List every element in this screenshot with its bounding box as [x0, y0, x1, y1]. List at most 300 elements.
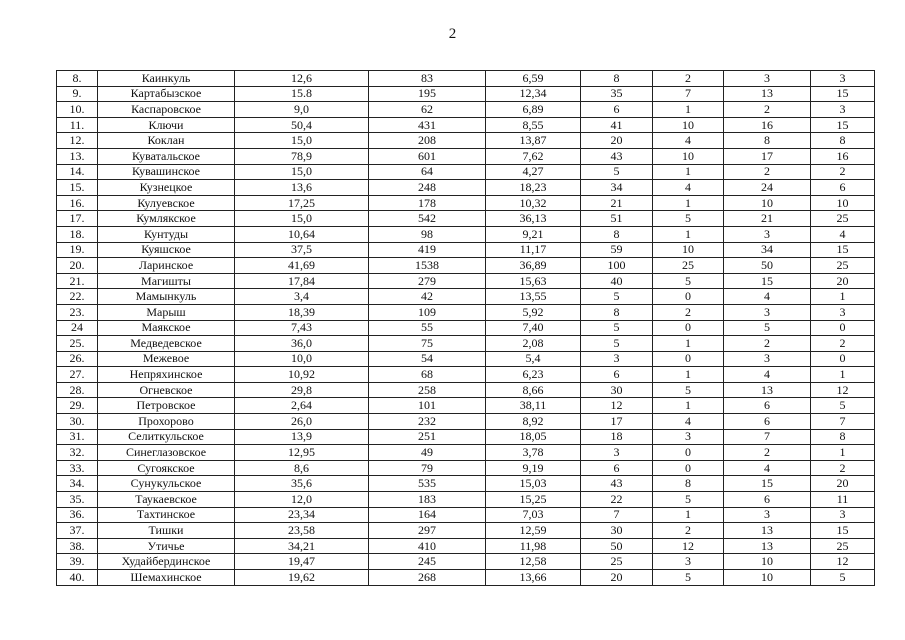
population-cell: 258	[369, 382, 486, 398]
table-row	[57, 133, 875, 149]
density-cell: 4,27	[486, 164, 581, 180]
value-cell-1: 8	[581, 226, 653, 242]
row-number-cell: 11.	[57, 117, 98, 133]
population-cell: 279	[369, 273, 486, 289]
density-cell: 6,23	[486, 367, 581, 383]
density-cell: 5,92	[486, 304, 581, 320]
population-cell: 178	[369, 195, 486, 211]
table-row	[57, 460, 875, 476]
settlement-name-cell: Кулуевское	[98, 195, 235, 211]
settlement-name-cell: Ключи	[98, 117, 235, 133]
population-cell: 62	[369, 102, 486, 118]
density-cell: 11,17	[486, 242, 581, 258]
value-cell-4: 20	[811, 273, 875, 289]
row-number-cell: 24	[57, 320, 98, 336]
row-number-cell: 19.	[57, 242, 98, 258]
value-cell-2: 1	[653, 195, 724, 211]
value-cell-3: 6	[724, 414, 811, 430]
value-cell-4: 3	[811, 71, 875, 87]
population-cell: 245	[369, 554, 486, 570]
value-cell-1: 12	[581, 398, 653, 414]
value-cell-3: 15	[724, 476, 811, 492]
population-cell: 419	[369, 242, 486, 258]
value-cell-2: 1	[653, 102, 724, 118]
value-cell-1: 3	[581, 351, 653, 367]
value-cell-2: 2	[653, 71, 724, 87]
population-cell: 195	[369, 86, 486, 102]
value-cell-2: 25	[653, 258, 724, 274]
value-cell-4: 12	[811, 382, 875, 398]
density-cell: 12,34	[486, 86, 581, 102]
density-cell: 3,78	[486, 445, 581, 461]
area-cell: 15,0	[235, 211, 369, 227]
value-cell-2: 5	[653, 492, 724, 508]
table-row	[57, 554, 875, 570]
value-cell-2: 8	[653, 476, 724, 492]
density-cell: 2,08	[486, 336, 581, 352]
table-row	[57, 382, 875, 398]
value-cell-4: 1	[811, 289, 875, 305]
value-cell-2: 1	[653, 367, 724, 383]
value-cell-4: 5	[811, 570, 875, 586]
area-cell: 36,0	[235, 336, 369, 352]
value-cell-4: 25	[811, 211, 875, 227]
settlement-name-cell: Мамынкуль	[98, 289, 235, 305]
settlement-name-cell: Медведевское	[98, 336, 235, 352]
value-cell-1: 7	[581, 507, 653, 523]
value-cell-2: 10	[653, 148, 724, 164]
population-cell: 49	[369, 445, 486, 461]
table-row	[57, 336, 875, 352]
settlement-name-cell: Селиткульское	[98, 429, 235, 445]
density-cell: 8,66	[486, 382, 581, 398]
row-number-cell: 35.	[57, 492, 98, 508]
area-cell: 17,84	[235, 273, 369, 289]
value-cell-3: 8	[724, 133, 811, 149]
density-cell: 13,66	[486, 570, 581, 586]
table-row	[57, 180, 875, 196]
density-cell: 15,03	[486, 476, 581, 492]
value-cell-3: 34	[724, 242, 811, 258]
value-cell-2: 1	[653, 507, 724, 523]
value-cell-4: 3	[811, 304, 875, 320]
settlement-name-cell: Таукаевское	[98, 492, 235, 508]
area-cell: 15,0	[235, 164, 369, 180]
value-cell-2: 1	[653, 398, 724, 414]
population-cell: 98	[369, 226, 486, 242]
density-cell: 8,55	[486, 117, 581, 133]
population-cell: 268	[369, 570, 486, 586]
table-row	[57, 273, 875, 289]
table-row	[57, 211, 875, 227]
settlement-name-cell: Куватальское	[98, 148, 235, 164]
area-cell: 12,0	[235, 492, 369, 508]
value-cell-4: 16	[811, 148, 875, 164]
area-cell: 50,4	[235, 117, 369, 133]
row-number-cell: 38.	[57, 538, 98, 554]
settlement-name-cell: Ларинское	[98, 258, 235, 274]
density-cell: 8,92	[486, 414, 581, 430]
table-row	[57, 445, 875, 461]
value-cell-4: 7	[811, 414, 875, 430]
value-cell-3: 13	[724, 523, 811, 539]
row-number-cell: 28.	[57, 382, 98, 398]
value-cell-4: 10	[811, 195, 875, 211]
value-cell-2: 5	[653, 273, 724, 289]
population-cell: 109	[369, 304, 486, 320]
population-cell: 208	[369, 133, 486, 149]
value-cell-4: 2	[811, 336, 875, 352]
value-cell-4: 4	[811, 226, 875, 242]
population-cell: 410	[369, 538, 486, 554]
value-cell-4: 15	[811, 242, 875, 258]
value-cell-3: 7	[724, 429, 811, 445]
population-cell: 251	[369, 429, 486, 445]
settlement-name-cell: Каинкуль	[98, 71, 235, 87]
value-cell-4: 3	[811, 507, 875, 523]
population-cell: 54	[369, 351, 486, 367]
value-cell-3: 17	[724, 148, 811, 164]
value-cell-3: 4	[724, 367, 811, 383]
row-number-cell: 13.	[57, 148, 98, 164]
value-cell-3: 50	[724, 258, 811, 274]
value-cell-3: 3	[724, 507, 811, 523]
area-cell: 78,9	[235, 148, 369, 164]
population-cell: 83	[369, 71, 486, 87]
row-number-cell: 37.	[57, 523, 98, 539]
data-table	[56, 70, 875, 586]
table-row	[57, 414, 875, 430]
value-cell-2: 1	[653, 226, 724, 242]
table-row	[57, 164, 875, 180]
area-cell: 41,69	[235, 258, 369, 274]
row-number-cell: 26.	[57, 351, 98, 367]
row-number-cell: 17.	[57, 211, 98, 227]
settlement-name-cell: Маякское	[98, 320, 235, 336]
table-row	[57, 117, 875, 133]
value-cell-2: 0	[653, 320, 724, 336]
value-cell-2: 0	[653, 445, 724, 461]
value-cell-1: 5	[581, 336, 653, 352]
density-cell: 36,89	[486, 258, 581, 274]
value-cell-4: 0	[811, 320, 875, 336]
value-cell-3: 2	[724, 102, 811, 118]
value-cell-3: 2	[724, 445, 811, 461]
table-row	[57, 102, 875, 118]
settlement-name-cell: Кузнецкое	[98, 180, 235, 196]
population-cell: 79	[369, 460, 486, 476]
row-number-cell: 23.	[57, 304, 98, 320]
value-cell-3: 15	[724, 273, 811, 289]
density-cell: 6,59	[486, 71, 581, 87]
area-cell: 23,34	[235, 507, 369, 523]
value-cell-3: 3	[724, 226, 811, 242]
table-row	[57, 367, 875, 383]
area-cell: 37,5	[235, 242, 369, 258]
population-cell: 535	[369, 476, 486, 492]
table-row	[57, 492, 875, 508]
value-cell-1: 5	[581, 164, 653, 180]
settlement-name-cell: Огневское	[98, 382, 235, 398]
value-cell-2: 1	[653, 336, 724, 352]
value-cell-2: 12	[653, 538, 724, 554]
value-cell-3: 21	[724, 211, 811, 227]
value-cell-1: 59	[581, 242, 653, 258]
value-cell-1: 3	[581, 445, 653, 461]
value-cell-2: 3	[653, 554, 724, 570]
area-cell: 10,0	[235, 351, 369, 367]
row-number-cell: 25.	[57, 336, 98, 352]
table-row	[57, 289, 875, 305]
area-cell: 23,58	[235, 523, 369, 539]
density-cell: 11,98	[486, 538, 581, 554]
settlement-name-cell: Кунтуды	[98, 226, 235, 242]
value-cell-3: 13	[724, 538, 811, 554]
table-row	[57, 320, 875, 336]
density-cell: 9,21	[486, 226, 581, 242]
population-cell: 542	[369, 211, 486, 227]
value-cell-1: 20	[581, 133, 653, 149]
table-row	[57, 242, 875, 258]
value-cell-2: 5	[653, 382, 724, 398]
value-cell-4: 25	[811, 538, 875, 554]
row-number-cell: 33.	[57, 460, 98, 476]
population-cell: 164	[369, 507, 486, 523]
table-row	[57, 523, 875, 539]
table-body	[57, 71, 875, 586]
row-number-cell: 14.	[57, 164, 98, 180]
area-cell: 12,95	[235, 445, 369, 461]
density-cell: 6,89	[486, 102, 581, 118]
value-cell-3: 3	[724, 71, 811, 87]
value-cell-1: 5	[581, 320, 653, 336]
value-cell-4: 1	[811, 445, 875, 461]
settlement-name-cell: Картабызское	[98, 86, 235, 102]
settlement-name-cell: Межевое	[98, 351, 235, 367]
value-cell-3: 24	[724, 180, 811, 196]
value-cell-2: 7	[653, 86, 724, 102]
density-cell: 18,23	[486, 180, 581, 196]
area-cell: 10,92	[235, 367, 369, 383]
area-cell: 19,62	[235, 570, 369, 586]
value-cell-4: 6	[811, 180, 875, 196]
density-cell: 15,25	[486, 492, 581, 508]
value-cell-3: 13	[724, 382, 811, 398]
table-row	[57, 195, 875, 211]
area-cell: 26,0	[235, 414, 369, 430]
value-cell-1: 51	[581, 211, 653, 227]
value-cell-1: 100	[581, 258, 653, 274]
area-cell: 18,39	[235, 304, 369, 320]
value-cell-4: 12	[811, 554, 875, 570]
area-cell: 13,9	[235, 429, 369, 445]
value-cell-1: 34	[581, 180, 653, 196]
area-cell: 10,64	[235, 226, 369, 242]
settlement-name-cell: Шемахинское	[98, 570, 235, 586]
settlement-name-cell: Кумлякское	[98, 211, 235, 227]
row-number-cell: 36.	[57, 507, 98, 523]
area-cell: 17,25	[235, 195, 369, 211]
population-cell: 297	[369, 523, 486, 539]
settlement-name-cell: Каспаровское	[98, 102, 235, 118]
area-cell: 35,6	[235, 476, 369, 492]
value-cell-1: 8	[581, 71, 653, 87]
area-cell: 12,6	[235, 71, 369, 87]
value-cell-4: 8	[811, 133, 875, 149]
population-cell: 1538	[369, 258, 486, 274]
settlement-name-cell: Синеглазовское	[98, 445, 235, 461]
area-cell: 15,0	[235, 133, 369, 149]
value-cell-1: 43	[581, 148, 653, 164]
row-number-cell: 27.	[57, 367, 98, 383]
value-cell-1: 6	[581, 367, 653, 383]
population-cell: 183	[369, 492, 486, 508]
row-number-cell: 40.	[57, 570, 98, 586]
density-cell: 10,32	[486, 195, 581, 211]
value-cell-1: 41	[581, 117, 653, 133]
value-cell-1: 21	[581, 195, 653, 211]
row-number-cell: 21.	[57, 273, 98, 289]
value-cell-2: 0	[653, 351, 724, 367]
value-cell-3: 2	[724, 336, 811, 352]
row-number-cell: 32.	[57, 445, 98, 461]
value-cell-1: 20	[581, 570, 653, 586]
value-cell-4: 1	[811, 367, 875, 383]
value-cell-3: 16	[724, 117, 811, 133]
population-cell: 101	[369, 398, 486, 414]
value-cell-2: 4	[653, 414, 724, 430]
table-row	[57, 86, 875, 102]
area-cell: 15.8	[235, 86, 369, 102]
population-cell: 55	[369, 320, 486, 336]
value-cell-3: 10	[724, 570, 811, 586]
population-cell: 431	[369, 117, 486, 133]
row-number-cell: 15.	[57, 180, 98, 196]
value-cell-2: 5	[653, 211, 724, 227]
row-number-cell: 12.	[57, 133, 98, 149]
value-cell-4: 2	[811, 460, 875, 476]
value-cell-4: 25	[811, 258, 875, 274]
value-cell-3: 10	[724, 195, 811, 211]
value-cell-2: 5	[653, 570, 724, 586]
density-cell: 7,40	[486, 320, 581, 336]
value-cell-3: 4	[724, 289, 811, 305]
density-cell: 7,03	[486, 507, 581, 523]
value-cell-2: 10	[653, 242, 724, 258]
table-row	[57, 429, 875, 445]
settlement-name-cell: Тишки	[98, 523, 235, 539]
table-row	[57, 304, 875, 320]
value-cell-4: 15	[811, 523, 875, 539]
density-cell: 38,11	[486, 398, 581, 414]
density-cell: 13,87	[486, 133, 581, 149]
table-row	[57, 570, 875, 586]
value-cell-4: 0	[811, 351, 875, 367]
row-number-cell: 34.	[57, 476, 98, 492]
settlement-name-cell: Сунукульское	[98, 476, 235, 492]
value-cell-3: 6	[724, 398, 811, 414]
value-cell-4: 3	[811, 102, 875, 118]
value-cell-1: 30	[581, 382, 653, 398]
value-cell-4: 2	[811, 164, 875, 180]
value-cell-1: 6	[581, 460, 653, 476]
density-cell: 36,13	[486, 211, 581, 227]
row-number-cell: 39.	[57, 554, 98, 570]
value-cell-2: 10	[653, 117, 724, 133]
population-cell: 601	[369, 148, 486, 164]
area-cell: 7,43	[235, 320, 369, 336]
population-cell: 248	[369, 180, 486, 196]
settlement-name-cell: Магишты	[98, 273, 235, 289]
area-cell: 9,0	[235, 102, 369, 118]
value-cell-4: 5	[811, 398, 875, 414]
row-number-cell: 20.	[57, 258, 98, 274]
row-number-cell: 30.	[57, 414, 98, 430]
value-cell-1: 43	[581, 476, 653, 492]
value-cell-3: 10	[724, 554, 811, 570]
value-cell-1: 17	[581, 414, 653, 430]
value-cell-4: 15	[811, 86, 875, 102]
value-cell-1: 35	[581, 86, 653, 102]
value-cell-4: 8	[811, 429, 875, 445]
table-row	[57, 226, 875, 242]
settlement-name-cell: Сугоякское	[98, 460, 235, 476]
value-cell-1: 6	[581, 102, 653, 118]
row-number-cell: 22.	[57, 289, 98, 305]
value-cell-1: 40	[581, 273, 653, 289]
density-cell: 5,4	[486, 351, 581, 367]
settlement-name-cell: Марыш	[98, 304, 235, 320]
settlement-name-cell: Коклан	[98, 133, 235, 149]
settlement-name-cell: Утичье	[98, 538, 235, 554]
value-cell-2: 0	[653, 289, 724, 305]
value-cell-2: 4	[653, 133, 724, 149]
area-cell: 13,6	[235, 180, 369, 196]
value-cell-2: 1	[653, 164, 724, 180]
settlement-name-cell: Тахтинское	[98, 507, 235, 523]
density-cell: 7,62	[486, 148, 581, 164]
area-cell: 3,4	[235, 289, 369, 305]
population-cell: 42	[369, 289, 486, 305]
table-row	[57, 398, 875, 414]
population-cell: 64	[369, 164, 486, 180]
row-number-cell: 8.	[57, 71, 98, 87]
table-row	[57, 351, 875, 367]
page-number: 2	[448, 26, 457, 42]
value-cell-1: 30	[581, 523, 653, 539]
density-cell: 12,58	[486, 554, 581, 570]
value-cell-1: 5	[581, 289, 653, 305]
population-cell: 68	[369, 367, 486, 383]
population-cell: 232	[369, 414, 486, 430]
value-cell-3: 4	[724, 460, 811, 476]
area-cell: 8,6	[235, 460, 369, 476]
area-cell: 34,21	[235, 538, 369, 554]
area-cell: 19,47	[235, 554, 369, 570]
table-row	[57, 507, 875, 523]
value-cell-1: 18	[581, 429, 653, 445]
row-number-cell: 9.	[57, 86, 98, 102]
row-number-cell: 18.	[57, 226, 98, 242]
value-cell-3: 3	[724, 351, 811, 367]
value-cell-1: 25	[581, 554, 653, 570]
value-cell-1: 50	[581, 538, 653, 554]
value-cell-1: 22	[581, 492, 653, 508]
area-cell: 2,64	[235, 398, 369, 414]
settlement-name-cell: Петровское	[98, 398, 235, 414]
settlement-name-cell: Прохорово	[98, 414, 235, 430]
value-cell-1: 8	[581, 304, 653, 320]
